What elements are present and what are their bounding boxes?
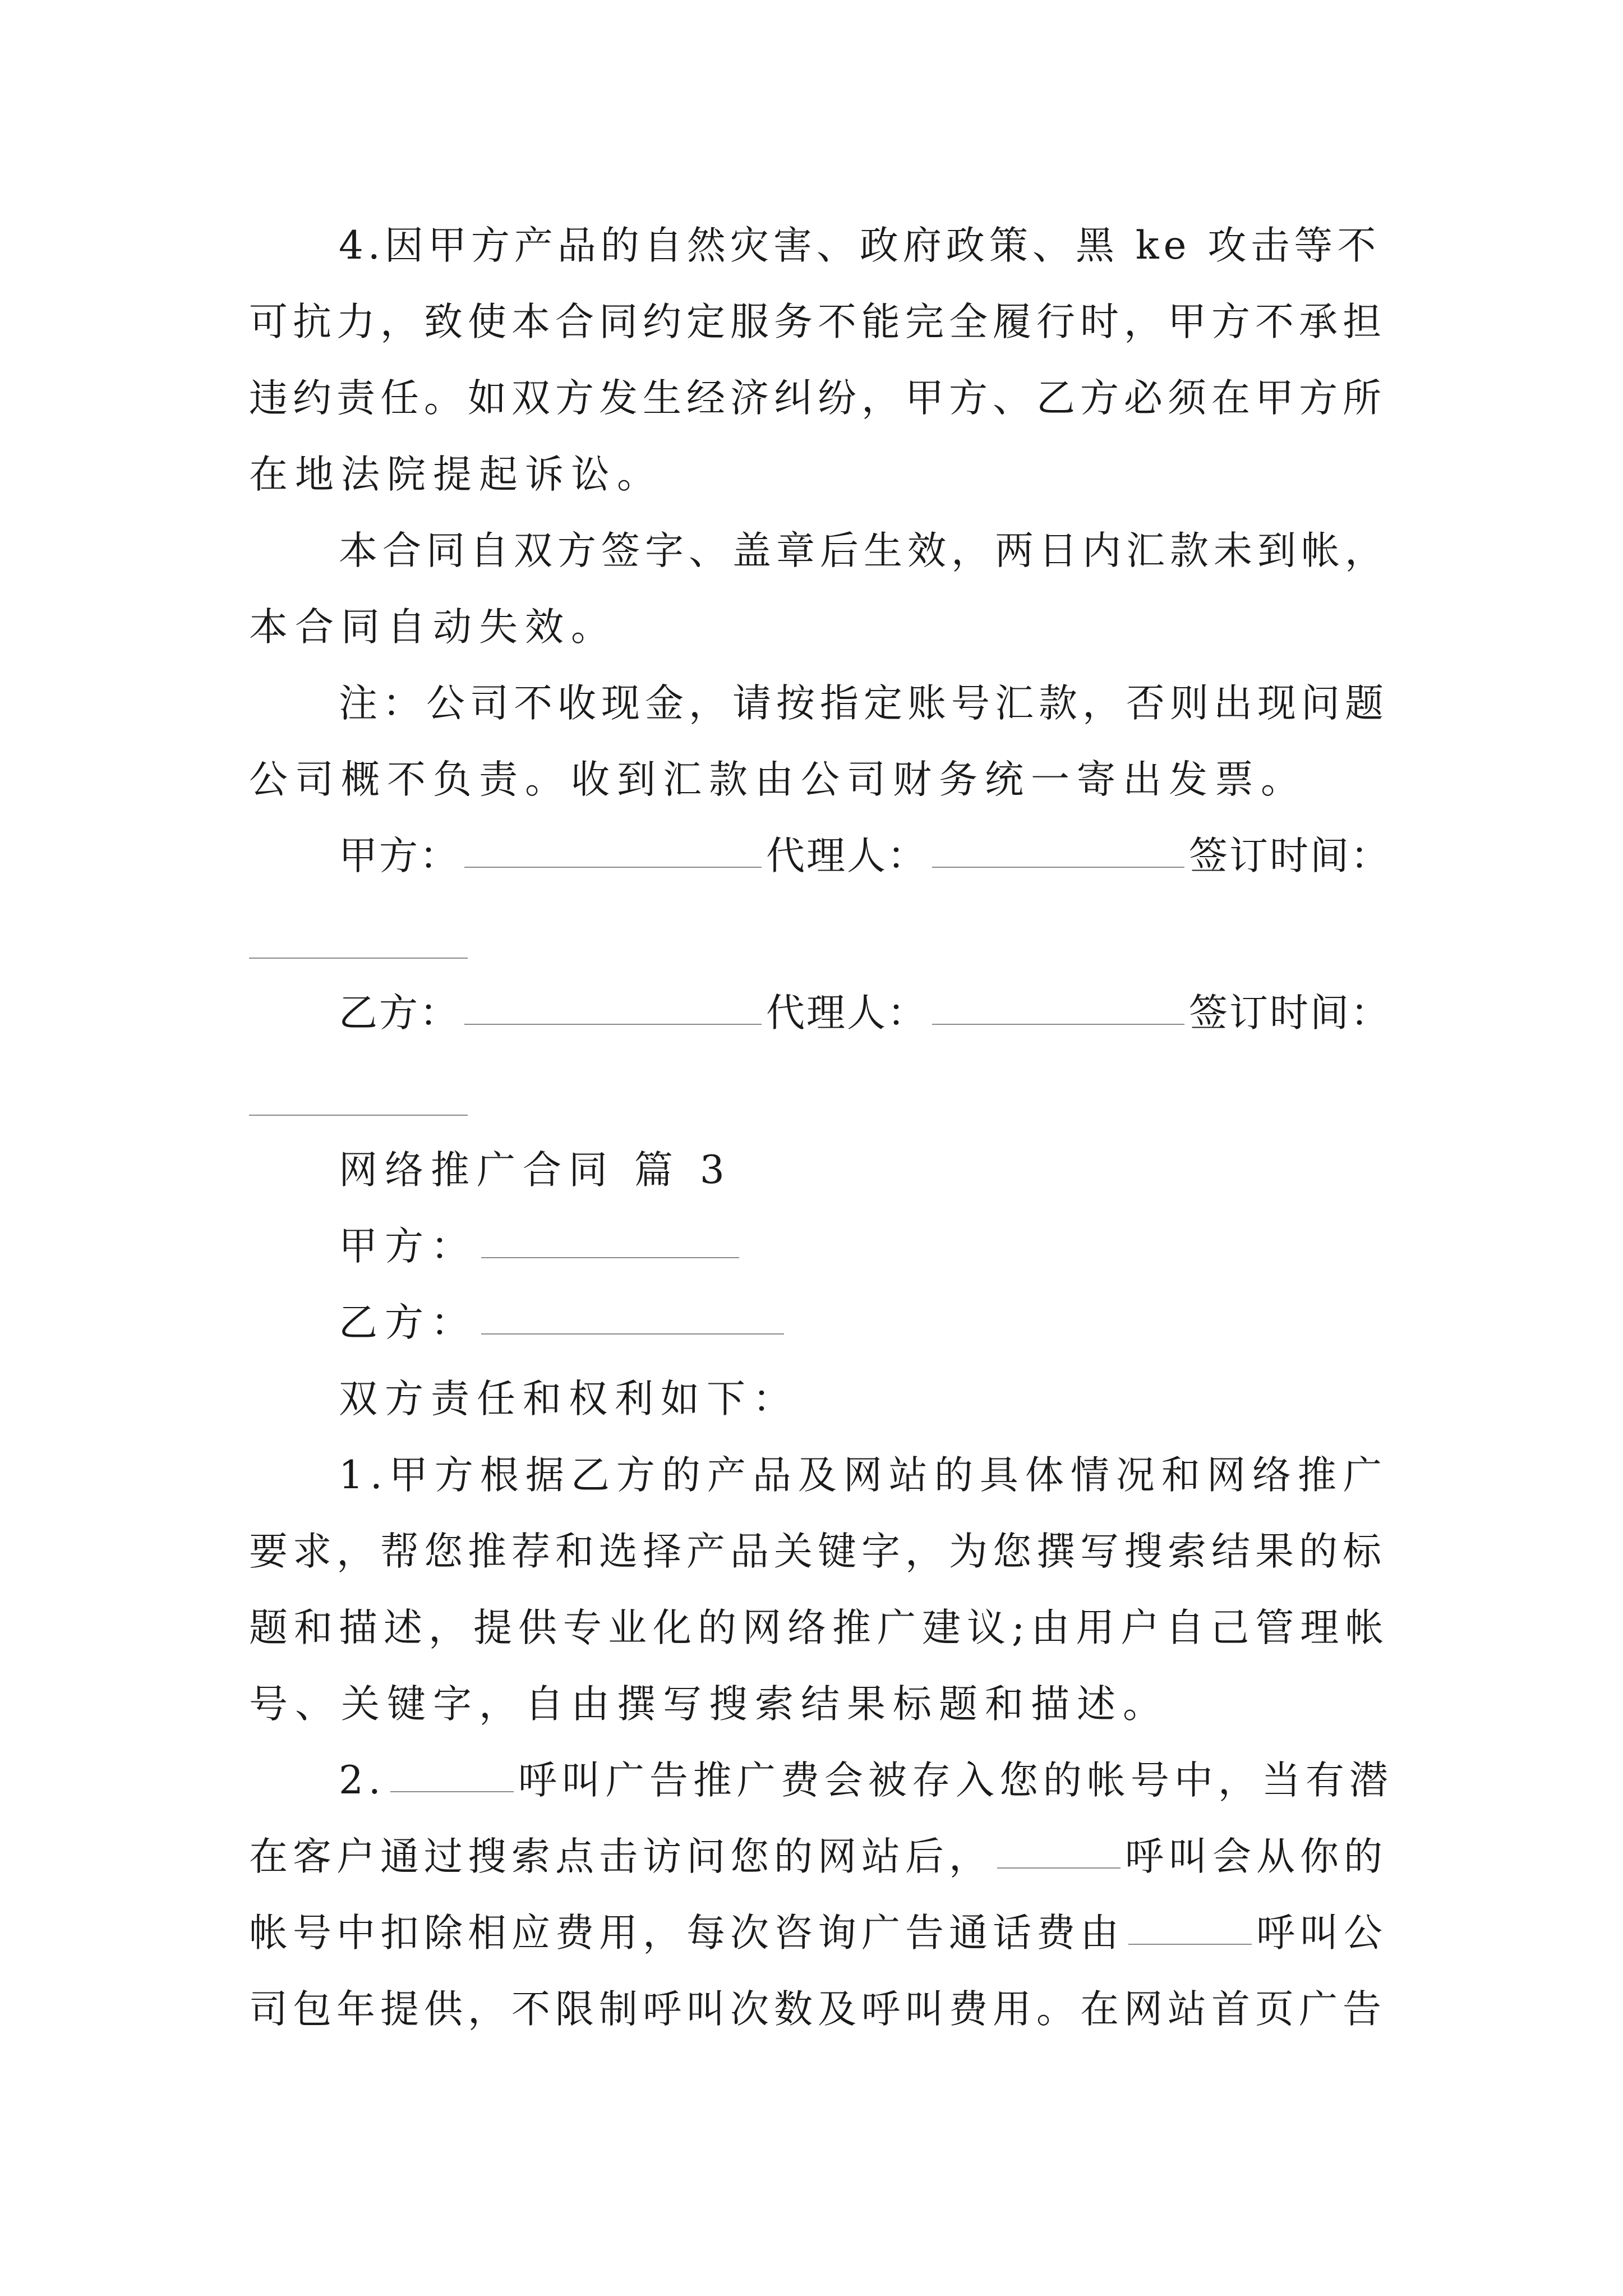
party-b-blank (464, 1024, 762, 1025)
clause-line (339, 1747, 1393, 1814)
paragraph-line: 违约责任。如双方发生经济纠纷，甲方、乙方必须在甲方所 (249, 376, 1386, 421)
agent-blank (932, 1024, 1184, 1025)
clause-text: 在客户通过搜索点击访问您的网站后， (249, 1834, 993, 1879)
clause-line (249, 1899, 1393, 1967)
party-a-blank (481, 1257, 739, 1258)
agent-blank (932, 867, 1184, 868)
agent-label: 代理人： (766, 834, 928, 878)
clause-text: 呼叫广告推广费会被存入您的帐号中，当有潜 (518, 1758, 1393, 1803)
clause-line: 号、关键字，自由撰写搜索结果标题和描述。 (249, 1682, 1169, 1727)
paragraph-line: 本合同自双方签字、盖章后生效，两日内汇款未到帐， (339, 528, 1389, 573)
agent-label: 代理人： (766, 991, 928, 1036)
party-a-label: 甲方： (339, 834, 460, 878)
signature-line-party-b (339, 979, 1393, 1047)
paragraph-line: 本合同自动失效。 (249, 605, 617, 650)
party-a-label: 甲方： (339, 1224, 477, 1269)
paragraph-line: 注：公司不收现金，请按指定账号汇款，否则出现问题 (339, 681, 1389, 726)
party-a-line (339, 1213, 1393, 1280)
party-b-label: 乙方： (339, 1300, 477, 1345)
clause-line: 1.甲方根据乙方的产品及网站的具体情况和网络推广 (339, 1453, 1389, 1498)
clause-line: 题和描述，提供专业化的网络推广建议;由用户自己管理帐 (249, 1605, 1390, 1650)
responsibilities-intro: 双方责任和权利如下： (339, 1377, 799, 1421)
party-b-line (339, 1289, 1393, 1356)
paragraph-line: 可抗力，致使本合同约定服务不能完全履行时，甲方不承担 (249, 300, 1386, 344)
clause-text: 帐号中扣除相应费用，每次咨询广告通话费由 (249, 1911, 1124, 1955)
signature-line-party-a (339, 822, 1393, 890)
paragraph-line: 公司概不负责。收到汇款由公司财务统一寄出发票。 (249, 757, 1307, 802)
clause-text: 呼叫会从你的 (1125, 1834, 1387, 1879)
party-b-label: 乙方： (339, 991, 460, 1036)
company-blank (390, 1791, 514, 1792)
clause-line (249, 1823, 1393, 1890)
clause-line: 要求，帮您推荐和选择产品关键字，为您撰写搜索结果的标 (249, 1529, 1386, 1574)
company-blank (1128, 1944, 1252, 1945)
clause-line: 司包年提供，不限制呼叫次数及呼叫费用。在网站首页广告 (249, 1987, 1386, 2032)
sign-time-blank (249, 958, 468, 959)
party-b-blank (481, 1333, 784, 1335)
clause-number: 2. (339, 1758, 386, 1803)
party-a-blank (464, 867, 762, 868)
company-blank (997, 1867, 1121, 1869)
sign-time-label: 签订时间： (1189, 834, 1391, 878)
sign-time-blank (249, 1115, 468, 1116)
paragraph-line: 在地法院提起诉讼。 (249, 452, 663, 497)
clause-text: 呼叫公 (1256, 1911, 1387, 1955)
paragraph-line: 4.因甲方产品的自然灾害、政府政策、黑 ke 攻击等不 (339, 223, 1381, 268)
sign-time-label: 签订时间： (1189, 991, 1391, 1036)
section-title: 网络推广合同 篇 3 (339, 1148, 732, 1193)
